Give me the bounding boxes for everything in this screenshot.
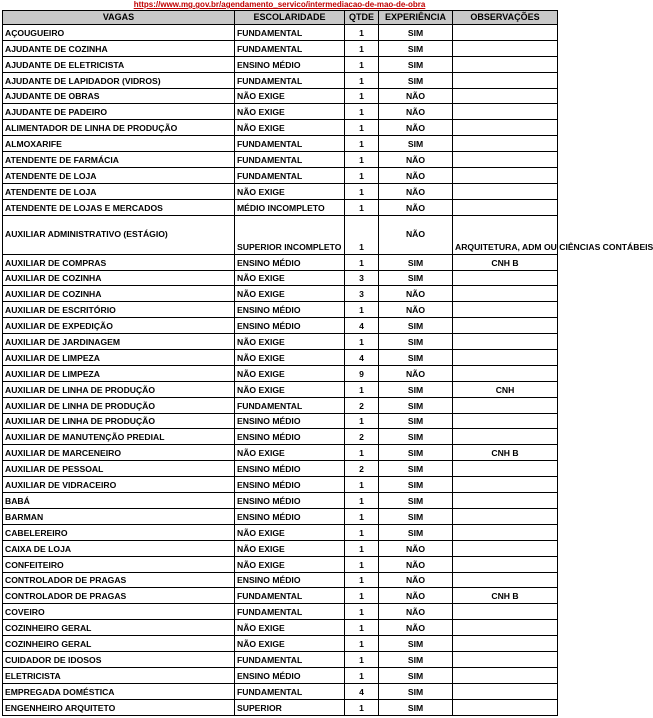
table-row xyxy=(3,620,558,636)
experiencia-cell: SIM xyxy=(379,270,453,286)
table-row xyxy=(3,493,558,509)
table-row xyxy=(3,588,558,604)
table-row xyxy=(3,397,558,413)
qtde-cell: 1 xyxy=(345,254,379,270)
observacoes-cell xyxy=(453,318,558,334)
experiencia-cell: SIM xyxy=(379,667,453,683)
vaga-cell: EMPREGADA DOMÉSTICA xyxy=(3,683,235,699)
observacoes-cell xyxy=(453,350,558,366)
observacoes-cell xyxy=(453,168,558,184)
table-row xyxy=(3,120,558,136)
experiencia-cell: NÃO xyxy=(379,302,453,318)
escolaridade-cell: ENSINO MÉDIO xyxy=(235,318,345,334)
escolaridade-cell: NÃO EXIGE xyxy=(235,365,345,381)
table-row xyxy=(3,524,558,540)
vaga-cell: ATENDENTE DE LOJA xyxy=(3,168,235,184)
table-row xyxy=(3,270,558,286)
table-row xyxy=(3,556,558,572)
qtde-cell: 1 xyxy=(345,493,379,509)
experiencia-cell: SIM xyxy=(379,477,453,493)
qtde-cell: 4 xyxy=(345,350,379,366)
observacoes-cell: CNH B xyxy=(453,254,558,270)
qtde-cell: 1 xyxy=(345,477,379,493)
table-row xyxy=(3,72,558,88)
observacoes-cell xyxy=(453,136,558,152)
observacoes-cell xyxy=(453,104,558,120)
table-row xyxy=(3,40,558,56)
qtde-cell: 1 xyxy=(345,168,379,184)
experiencia-cell: NÃO xyxy=(379,572,453,588)
observacoes-cell xyxy=(453,152,558,168)
observacoes-cell xyxy=(453,493,558,509)
qtde-cell: 4 xyxy=(345,318,379,334)
table-row xyxy=(3,104,558,120)
experiencia-cell: SIM xyxy=(379,136,453,152)
experiencia-cell: NÃO xyxy=(379,286,453,302)
observacoes-cell xyxy=(453,667,558,683)
qtde-cell: 1 xyxy=(345,651,379,667)
qtde-cell: 1 xyxy=(345,199,379,215)
vaga-cell: CAIXA DE LOJA xyxy=(3,540,235,556)
qtde-cell: 2 xyxy=(345,397,379,413)
table-row xyxy=(3,429,558,445)
vaga-cell: AUXILIAR DE COMPRAS xyxy=(3,254,235,270)
escolaridade-cell: NÃO EXIGE xyxy=(235,524,345,540)
experiencia-cell: SIM xyxy=(379,397,453,413)
escolaridade-cell: NÃO EXIGE xyxy=(235,183,345,199)
qtde-cell: 1 xyxy=(345,152,379,168)
experiencia-cell: NÃO xyxy=(379,215,453,254)
qtde-cell: 2 xyxy=(345,461,379,477)
experiencia-cell: SIM xyxy=(379,381,453,397)
experiencia-cell: SIM xyxy=(379,683,453,699)
experiencia-cell: SIM xyxy=(379,413,453,429)
table-row xyxy=(3,381,558,397)
vaga-cell: CONFEITEIRO xyxy=(3,556,235,572)
table-row xyxy=(3,334,558,350)
experiencia-cell: SIM xyxy=(379,72,453,88)
qtde-cell: 3 xyxy=(345,270,379,286)
observacoes-cell xyxy=(453,413,558,429)
table-row xyxy=(3,168,558,184)
table-row xyxy=(3,302,558,318)
experiencia-cell: SIM xyxy=(379,350,453,366)
table-row xyxy=(3,699,558,715)
escolaridade-cell: ENSINO MÉDIO xyxy=(235,493,345,509)
vaga-cell: COZINHEIRO GERAL xyxy=(3,620,235,636)
escolaridade-cell: SUPERIOR xyxy=(235,699,345,715)
observacoes-cell xyxy=(453,508,558,524)
table-row xyxy=(3,572,558,588)
experiencia-cell: SIM xyxy=(379,254,453,270)
qtde-cell: 1 xyxy=(345,183,379,199)
experiencia-cell: NÃO xyxy=(379,604,453,620)
observacoes-cell xyxy=(453,56,558,72)
experiencia-cell: NÃO xyxy=(379,540,453,556)
observacoes-cell xyxy=(453,120,558,136)
observacoes-cell xyxy=(453,540,558,556)
qtde-cell: 2 xyxy=(345,429,379,445)
experiencia-cell: SIM xyxy=(379,25,453,41)
table-row xyxy=(3,508,558,524)
escolaridade-cell: NÃO EXIGE xyxy=(235,120,345,136)
vaga-cell: AUXILIAR DE LIMPEZA xyxy=(3,365,235,381)
escolaridade-cell: FUNDAMENTAL xyxy=(235,604,345,620)
qtde-cell: 1 xyxy=(345,588,379,604)
qtde-cell: 1 xyxy=(345,381,379,397)
table-row xyxy=(3,445,558,461)
job-vacancies-table xyxy=(2,10,653,716)
escolaridade-cell: NÃO EXIGE xyxy=(235,556,345,572)
escolaridade-cell: ENSINO MÉDIO xyxy=(235,302,345,318)
vaga-cell: AÇOUGUEIRO xyxy=(3,25,235,41)
table-row xyxy=(3,286,558,302)
qtde-cell: 1 xyxy=(345,136,379,152)
vaga-cell: AJUDANTE DE LAPIDADOR (VIDROS) xyxy=(3,72,235,88)
qtde-cell: 1 xyxy=(345,620,379,636)
table-row xyxy=(3,651,558,667)
qtde-cell: 1 xyxy=(345,699,379,715)
header-vagas: VAGAS xyxy=(3,11,235,25)
qtde-cell: 1 xyxy=(345,540,379,556)
qtde-cell: 1 xyxy=(345,508,379,524)
header-observacoes: OBSERVAÇÕES xyxy=(453,11,558,25)
observacoes-cell xyxy=(453,477,558,493)
escolaridade-cell: ENSINO MÉDIO xyxy=(235,667,345,683)
escolaridade-cell: FUNDAMENTAL xyxy=(235,651,345,667)
observacoes-cell xyxy=(453,524,558,540)
escolaridade-cell: FUNDAMENTAL xyxy=(235,25,345,41)
vaga-cell: AJUDANTE DE OBRAS xyxy=(3,88,235,104)
experiencia-cell: NÃO xyxy=(379,88,453,104)
table-row xyxy=(3,365,558,381)
observacoes-cell xyxy=(453,72,558,88)
observacoes-cell xyxy=(453,699,558,715)
escolaridade-cell: NÃO EXIGE xyxy=(235,636,345,652)
experiencia-cell: SIM xyxy=(379,524,453,540)
vaga-cell: BABÁ xyxy=(3,493,235,509)
experiencia-cell: SIM xyxy=(379,461,453,477)
experiencia-cell: SIM xyxy=(379,699,453,715)
qtde-cell: 1 xyxy=(345,604,379,620)
observacoes-cell xyxy=(453,636,558,652)
escolaridade-cell: ENSINO MÉDIO xyxy=(235,429,345,445)
experiencia-cell: NÃO xyxy=(379,620,453,636)
table-body xyxy=(3,25,653,716)
escolaridade-cell: ENSINO MÉDIO xyxy=(235,56,345,72)
table-row xyxy=(3,667,558,683)
escolaridade-cell: FUNDAMENTAL xyxy=(235,168,345,184)
observacoes-cell xyxy=(453,199,558,215)
table-row xyxy=(3,199,558,215)
observacoes-cell xyxy=(453,365,558,381)
vaga-cell: AUXILIAR DE MARCENEIRO xyxy=(3,445,235,461)
escolaridade-cell: SUPERIOR INCOMPLETO xyxy=(235,215,345,254)
experiencia-cell: SIM xyxy=(379,40,453,56)
vaga-cell: ATENDENTE DE LOJA xyxy=(3,183,235,199)
qtde-cell: 9 xyxy=(345,365,379,381)
vaga-cell: AUXILIAR ADMINISTRATIVO (ESTÁGIO) xyxy=(3,215,235,254)
vaga-cell: AUXILIAR DE VIDRACEIRO xyxy=(3,477,235,493)
experiencia-cell: NÃO xyxy=(379,365,453,381)
observacoes-cell xyxy=(453,286,558,302)
vaga-cell: COVEIRO xyxy=(3,604,235,620)
vaga-cell: CABELEREIRO xyxy=(3,524,235,540)
qtde-cell: 1 xyxy=(345,524,379,540)
vaga-cell: CONTROLADOR DE PRAGAS xyxy=(3,572,235,588)
experiencia-cell: NÃO xyxy=(379,556,453,572)
escolaridade-cell: FUNDAMENTAL xyxy=(235,588,345,604)
qtde-cell: 1 xyxy=(345,72,379,88)
header-experiencia: EXPERIÊNCIA xyxy=(379,11,453,25)
escolaridade-cell: NÃO EXIGE xyxy=(235,270,345,286)
qtde-cell: 1 xyxy=(345,667,379,683)
observacoes-cell xyxy=(453,334,558,350)
experiencia-cell: SIM xyxy=(379,334,453,350)
qtde-cell: 1 xyxy=(345,56,379,72)
vaga-cell: AUXILIAR DE COZINHA xyxy=(3,286,235,302)
experiencia-cell: NÃO xyxy=(379,152,453,168)
escolaridade-cell: FUNDAMENTAL xyxy=(235,683,345,699)
vaga-cell: AJUDANTE DE PADEIRO xyxy=(3,104,235,120)
table-row xyxy=(3,318,558,334)
vaga-cell: CONTROLADOR DE PRAGAS xyxy=(3,588,235,604)
experiencia-cell: SIM xyxy=(379,636,453,652)
table-row xyxy=(3,477,558,493)
experiencia-cell: SIM xyxy=(379,445,453,461)
qtde-cell: 4 xyxy=(345,683,379,699)
table-row xyxy=(3,88,558,104)
vaga-cell: CUIDADOR DE IDOSOS xyxy=(3,651,235,667)
escolaridade-cell: ENSINO MÉDIO xyxy=(235,413,345,429)
observacoes-cell xyxy=(453,604,558,620)
experiencia-cell: NÃO xyxy=(379,168,453,184)
escolaridade-cell: ENSINO MÉDIO xyxy=(235,508,345,524)
qtde-cell: 1 xyxy=(345,104,379,120)
vaga-cell: AUXILIAR DE LINHA DE PRODUÇÃO xyxy=(3,381,235,397)
vaga-cell: AUXILIAR DE LINHA DE PRODUÇÃO xyxy=(3,413,235,429)
qtde-cell: 1 xyxy=(345,120,379,136)
qtde-cell: 1 xyxy=(345,88,379,104)
table-row xyxy=(3,215,558,254)
qtde-cell: 1 xyxy=(345,572,379,588)
escolaridade-cell: FUNDAMENTAL xyxy=(235,72,345,88)
qtde-cell: 1 xyxy=(345,215,379,254)
escolaridade-cell: FUNDAMENTAL xyxy=(235,136,345,152)
table-row xyxy=(3,413,558,429)
escolaridade-cell: ENSINO MÉDIO xyxy=(235,461,345,477)
table-row xyxy=(3,136,558,152)
experiencia-cell: NÃO xyxy=(379,104,453,120)
table-row xyxy=(3,461,558,477)
vaga-cell: AUXILIAR DE MANUTENÇÃO PREDIAL xyxy=(3,429,235,445)
observacoes-cell xyxy=(453,620,558,636)
escolaridade-cell: NÃO EXIGE xyxy=(235,381,345,397)
table-row xyxy=(3,350,558,366)
table-row xyxy=(3,604,558,620)
experiencia-cell: SIM xyxy=(379,508,453,524)
observacoes-cell xyxy=(453,683,558,699)
vaga-cell: AUXILIAR DE LINHA DE PRODUÇÃO xyxy=(3,397,235,413)
observacoes-cell xyxy=(453,556,558,572)
escolaridade-cell: ENSINO MÉDIO xyxy=(235,572,345,588)
table-row xyxy=(3,540,558,556)
qtde-cell: 1 xyxy=(345,334,379,350)
escolaridade-cell: NÃO EXIGE xyxy=(235,286,345,302)
qtde-cell: 1 xyxy=(345,636,379,652)
table-header-row xyxy=(3,11,558,25)
vaga-cell: AUXILIAR DE COZINHA xyxy=(3,270,235,286)
vaga-cell: ELETRICISTA xyxy=(3,667,235,683)
observacoes-cell: CNH B xyxy=(453,445,558,461)
vaga-cell: ATENDENTE DE LOJAS E MERCADOS xyxy=(3,199,235,215)
qtde-cell: 1 xyxy=(345,302,379,318)
observacoes-cell xyxy=(453,429,558,445)
vaga-cell: AUXILIAR DE JARDINAGEM xyxy=(3,334,235,350)
vaga-cell: AJUDANTE DE COZINHA xyxy=(3,40,235,56)
table-row xyxy=(3,25,558,41)
experiencia-cell: SIM xyxy=(379,56,453,72)
source-link[interactable]: https://www.mg.gov.br/agendamento_servico/intermediacao-de-mao-de-obra xyxy=(133,0,426,9)
observacoes-cell xyxy=(453,25,558,41)
escolaridade-cell: ENSINO MÉDIO xyxy=(235,477,345,493)
vaga-cell: ATENDENTE DE FARMÁCIA xyxy=(3,152,235,168)
vaga-cell: AJUDANTE DE ELETRICISTA xyxy=(3,56,235,72)
experiencia-cell: SIM xyxy=(379,493,453,509)
vaga-cell: AUXILIAR DE EXPEDIÇÃO xyxy=(3,318,235,334)
qtde-cell: 3 xyxy=(345,286,379,302)
observacoes-cell xyxy=(453,397,558,413)
escolaridade-cell: NÃO EXIGE xyxy=(235,350,345,366)
table-row xyxy=(3,254,558,270)
table-row xyxy=(3,152,558,168)
qtde-cell: 1 xyxy=(345,40,379,56)
escolaridade-cell: FUNDAMENTAL xyxy=(235,40,345,56)
table-row xyxy=(3,636,558,652)
escolaridade-cell: NÃO EXIGE xyxy=(235,445,345,461)
vaga-cell: AUXILIAR DE ESCRITÓRIO xyxy=(3,302,235,318)
qtde-cell: 1 xyxy=(345,413,379,429)
observacoes-cell xyxy=(453,88,558,104)
experiencia-cell: SIM xyxy=(379,318,453,334)
observacoes-cell: CNH xyxy=(453,381,558,397)
observacoes-cell xyxy=(453,572,558,588)
escolaridade-cell: NÃO EXIGE xyxy=(235,88,345,104)
observacoes-cell: ARQUITETURA, ADM OU CIÊNCIAS CONTÁBEIS xyxy=(453,215,558,254)
observacoes-cell xyxy=(453,270,558,286)
vaga-cell: ENGENHEIRO ARQUITETO xyxy=(3,699,235,715)
experiencia-cell: SIM xyxy=(379,651,453,667)
table-row xyxy=(3,56,558,72)
escolaridade-cell: NÃO EXIGE xyxy=(235,620,345,636)
observacoes-cell xyxy=(453,461,558,477)
experiencia-cell: NÃO xyxy=(379,183,453,199)
escolaridade-cell: FUNDAMENTAL xyxy=(235,397,345,413)
observacoes-cell xyxy=(453,651,558,667)
escolaridade-cell: NÃO EXIGE xyxy=(235,334,345,350)
observacoes-cell: CNH B xyxy=(453,588,558,604)
escolaridade-cell: NÃO EXIGE xyxy=(235,540,345,556)
experiencia-cell: NÃO xyxy=(379,199,453,215)
vaga-cell: ALMOXARIFE xyxy=(3,136,235,152)
observacoes-cell xyxy=(453,302,558,318)
escolaridade-cell: FUNDAMENTAL xyxy=(235,152,345,168)
observacoes-cell xyxy=(453,183,558,199)
experiencia-cell: NÃO xyxy=(379,120,453,136)
table-row xyxy=(3,683,558,699)
experiencia-cell: SIM xyxy=(379,429,453,445)
qtde-cell: 1 xyxy=(345,556,379,572)
table-row xyxy=(3,183,558,199)
observacoes-cell xyxy=(453,40,558,56)
vaga-cell: BARMAN xyxy=(3,508,235,524)
escolaridade-cell: NÃO EXIGE xyxy=(235,104,345,120)
qtde-cell: 1 xyxy=(345,445,379,461)
vaga-cell: COZINHEIRO GERAL xyxy=(3,636,235,652)
escolaridade-cell: ENSINO MÉDIO xyxy=(235,254,345,270)
vaga-cell: AUXILIAR DE PESSOAL xyxy=(3,461,235,477)
vaga-cell: ALIMENTADOR DE LINHA DE PRODUÇÃO xyxy=(3,120,235,136)
header-escolaridade: ESCOLARIDADE xyxy=(235,11,345,25)
vaga-cell: AUXILIAR DE LIMPEZA xyxy=(3,350,235,366)
qtde-cell: 1 xyxy=(345,25,379,41)
experiencia-cell: NÃO xyxy=(379,588,453,604)
escolaridade-cell: MÉDIO INCOMPLETO xyxy=(235,199,345,215)
header-qtde: QTDE xyxy=(345,11,379,25)
